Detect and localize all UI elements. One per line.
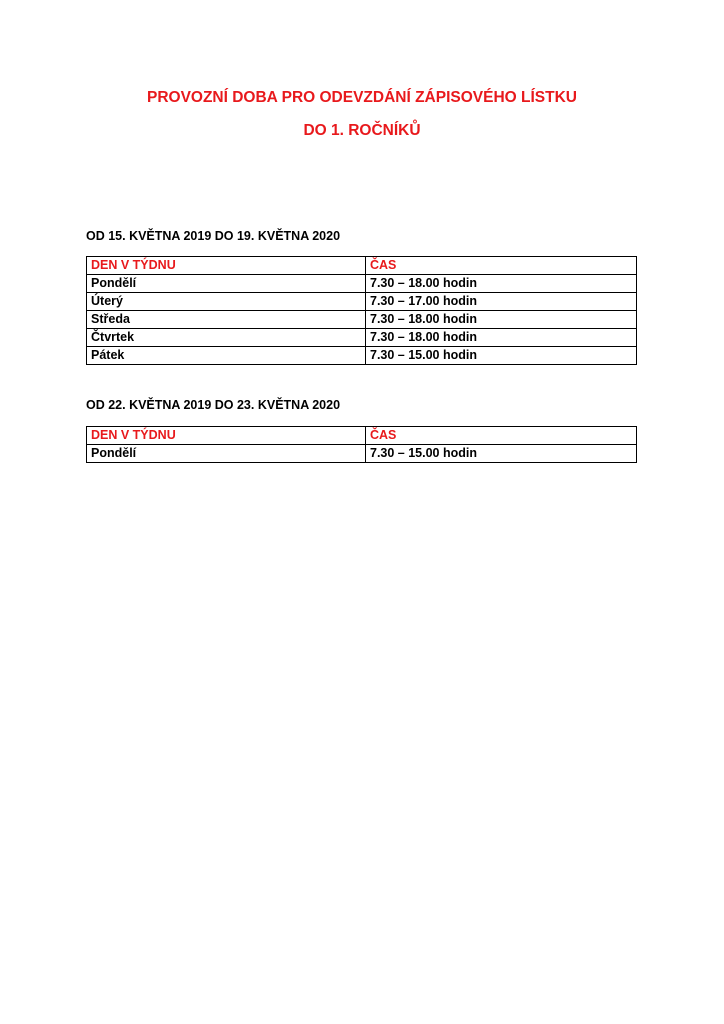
time-cell: 7.30 – 18.00 hodin	[366, 311, 637, 329]
column-header-time: ČAS	[366, 257, 637, 275]
schedule-table-1	[86, 256, 637, 365]
day-cell: Úterý	[87, 293, 366, 311]
column-header-time: ČAS	[366, 427, 637, 445]
day-cell: Pondělí	[87, 275, 366, 293]
time-cell: 7.30 – 18.00 hodin	[366, 329, 637, 347]
page-title: PROVOZNÍ DOBA PRO ODEVZDÁNÍ ZÁPISOVÉHO LÍSTKU	[146, 89, 577, 106]
table-row	[87, 347, 637, 365]
column-header-day: DEN V TÝDNU	[87, 257, 366, 275]
column-header-day: DEN V TÝDNU	[87, 427, 366, 445]
table-row	[87, 311, 637, 329]
table-row	[87, 293, 637, 311]
time-cell: 7.30 – 18.00 hodin	[366, 275, 637, 293]
table-row	[87, 329, 637, 347]
table-header-row	[87, 427, 637, 445]
time-cell: 7.30 – 17.00 hodin	[366, 293, 637, 311]
day-cell: Čtvrtek	[87, 329, 366, 347]
schedule-table-2	[86, 426, 637, 463]
time-cell: 7.30 – 15.00 hodin	[366, 347, 637, 365]
page-subtitle: DO 1. ROČNÍKŮ	[303, 122, 421, 139]
section-heading-1: OD 15. KVĚTNA 2019 DO 19. KVĚTNA 2020	[86, 229, 341, 243]
day-cell: Pondělí	[87, 445, 366, 463]
day-cell: Pátek	[87, 347, 366, 365]
section-heading-2: OD 22. KVĚTNA 2019 DO 23. KVĚTNA 2020	[86, 398, 341, 412]
table-row	[87, 275, 637, 293]
table-header-row	[87, 257, 637, 275]
time-cell: 7.30 – 15.00 hodin	[366, 445, 637, 463]
day-cell: Středa	[87, 311, 366, 329]
table-row	[87, 445, 637, 463]
